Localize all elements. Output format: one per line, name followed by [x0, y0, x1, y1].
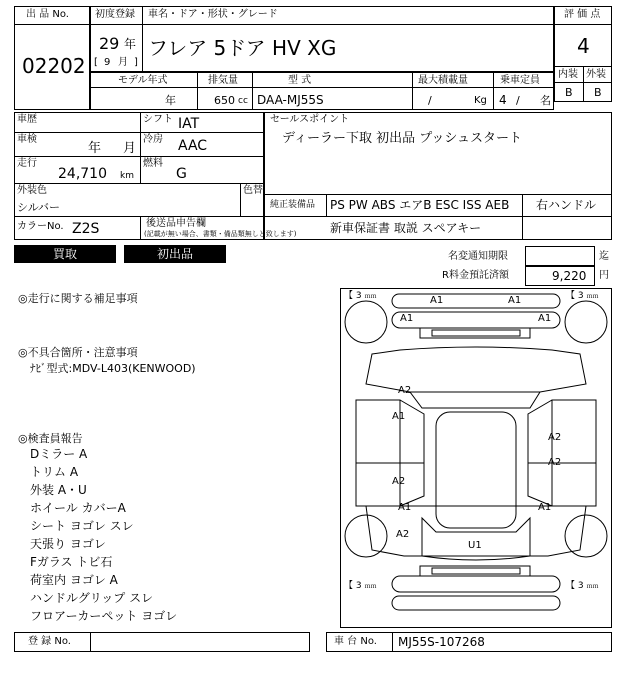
driving-notes-label: ◎走行に関する補足事項: [18, 292, 138, 305]
damage-mark: U1: [468, 540, 482, 551]
model-value: DAA-MJ55S: [257, 93, 324, 107]
inspector-item: フロアーカーペット ヨゴレ: [30, 609, 178, 623]
after-docs-label: 後送品申告欄: [146, 218, 206, 229]
fuel-label: 燃料: [143, 158, 163, 169]
displacement-value: 650: [214, 94, 235, 107]
inspector-item: 外装 A・U: [30, 483, 87, 497]
first-reg-label: 初度登録: [95, 9, 135, 20]
damage-mark: A1: [538, 502, 552, 513]
equipment-label: 純正装備品: [270, 200, 316, 210]
inspector-item: トリム A: [30, 465, 79, 479]
name-change-box: [525, 246, 595, 266]
inspector-item: 天張り ヨゴレ: [30, 537, 106, 551]
reg-no-label: 登 録 No.: [28, 636, 71, 647]
buy-tag: 買取: [14, 245, 116, 263]
damage-mark: A1: [398, 502, 412, 513]
damage-mark: A1: [430, 295, 444, 306]
displacement-unit: cc: [238, 96, 248, 106]
ext-color-label: 外装色: [17, 185, 47, 196]
damage-mark: A1: [400, 313, 414, 324]
damage-mark: A2: [396, 529, 410, 540]
max-load-label: 最大積載量: [418, 75, 468, 86]
damage-mark: A2: [548, 457, 562, 468]
vehicle-name: フレア 5ドア HV XG: [148, 36, 337, 60]
damage-mark: A1: [538, 313, 552, 324]
exterior-grade: B: [594, 86, 602, 99]
first-reg-year: 29: [99, 34, 120, 53]
exterior-label: 外装: [586, 69, 606, 80]
inspector-label: ◎検査員報告: [18, 432, 83, 445]
score-label: 評 価 点: [564, 9, 601, 20]
score-value: 4: [577, 34, 590, 58]
vehicle-name-label: 車名・ドア・形状・グレード: [148, 9, 278, 20]
inspector-item: 荷室内 ヨゴレ A: [30, 573, 118, 587]
chassis-label: 車 台 No.: [334, 636, 377, 647]
sales-points-label: セールスポイント: [270, 114, 350, 125]
sales-points: ディーラー下取 初出品 プッシュスタート: [282, 131, 523, 146]
fuel-value: G: [176, 166, 187, 182]
mileage-label: 走行: [17, 158, 37, 169]
ext-color-value: シルバー: [17, 201, 60, 214]
warranty-value: 新車保証書 取説 スペアキー: [330, 221, 482, 235]
damage-mark: A1: [508, 295, 522, 306]
damage-mark: A2: [398, 385, 412, 396]
first-listing-tag: 初出品: [124, 245, 226, 263]
recycle-unit: 円: [599, 270, 609, 281]
interior-label: 内装: [558, 69, 578, 80]
displacement-label: 排気量: [208, 75, 238, 86]
ac-label: 冷房: [143, 134, 163, 145]
inspection-month-unit: 月: [123, 141, 137, 156]
damage-mark: A2: [392, 476, 406, 487]
recolor-label: 色替: [243, 185, 263, 196]
lot-label: 出 品 No.: [26, 9, 69, 20]
history-label: 車歴: [17, 114, 37, 125]
car-diagram: [340, 288, 612, 628]
color-no-value: Z2S: [72, 221, 100, 237]
month-bracket-open: [: [94, 57, 98, 68]
capacity-unit: 名: [540, 94, 551, 107]
inspector-item: Dミラー A: [30, 447, 88, 461]
after-docs-note: (記載が無い場合、書類・備品類無しと致します): [144, 230, 297, 238]
recycle-label: R料金預託済額: [442, 270, 509, 281]
capacity-label: 乗車定員: [500, 75, 540, 86]
first-reg-month-unit: 月: [118, 57, 128, 68]
equipment-value: PS PW ABS エアB ESC ISS AEB: [330, 198, 510, 212]
mileage-unit: km: [120, 171, 134, 181]
inspector-item: シート ヨゴレ スレ: [30, 519, 134, 533]
capacity-sep: /: [516, 94, 520, 107]
name-change-unit: 迄: [599, 251, 609, 262]
interior-grade: B: [565, 86, 573, 99]
month-bracket-close: ]: [134, 57, 138, 68]
color-no-label: カラーNo.: [17, 221, 64, 232]
chassis-no: MJ55S-107268: [398, 635, 485, 649]
navi-model: ﾅﾋﾞ型式:MDV-L403(KENWOOD): [30, 362, 196, 375]
corner-label-bottom-left: 【 3 ｍｍ: [344, 581, 377, 591]
first-reg-year-unit: 年: [124, 37, 137, 51]
inspector-item: Fガラス トビ石: [30, 555, 113, 569]
name-change-label: 名変通知期限: [448, 251, 508, 262]
shift-value: IAT: [178, 116, 200, 132]
lot-number: 02202: [22, 54, 86, 78]
inspection-label: 車検: [17, 134, 37, 145]
ac-value: AAC: [178, 138, 208, 154]
capacity-value: 4: [499, 93, 507, 107]
first-reg-month: 9: [104, 57, 111, 68]
inspector-item: ハンドルグリップ スレ: [30, 591, 154, 605]
inspection-year-unit: 年: [88, 141, 102, 156]
model-year-label: モデル年式: [118, 75, 168, 86]
load-unit: Kg: [474, 95, 487, 106]
defects-label: ◎不具合箇所・注意事項: [18, 346, 138, 359]
damage-mark: A2: [548, 432, 562, 443]
shift-label: シフト: [143, 114, 173, 125]
mileage-value: 24,710: [58, 166, 107, 182]
corner-label-top-left: 【 3 ｍｍ: [344, 291, 377, 301]
corner-label-bottom-right: 【 3 ｍｍ: [566, 581, 599, 591]
recycle-value: 9,220: [552, 269, 587, 283]
inspector-item: ホイール カバーA: [30, 501, 126, 515]
corner-label-top-right: 【 3 ｍｍ: [566, 291, 599, 301]
model-label: 型 式: [288, 75, 312, 86]
load-slash: /: [428, 94, 432, 107]
model-year-unit: 年: [165, 94, 176, 107]
damage-mark: A1: [392, 411, 406, 422]
steering-value: 右ハンドル: [536, 198, 597, 212]
